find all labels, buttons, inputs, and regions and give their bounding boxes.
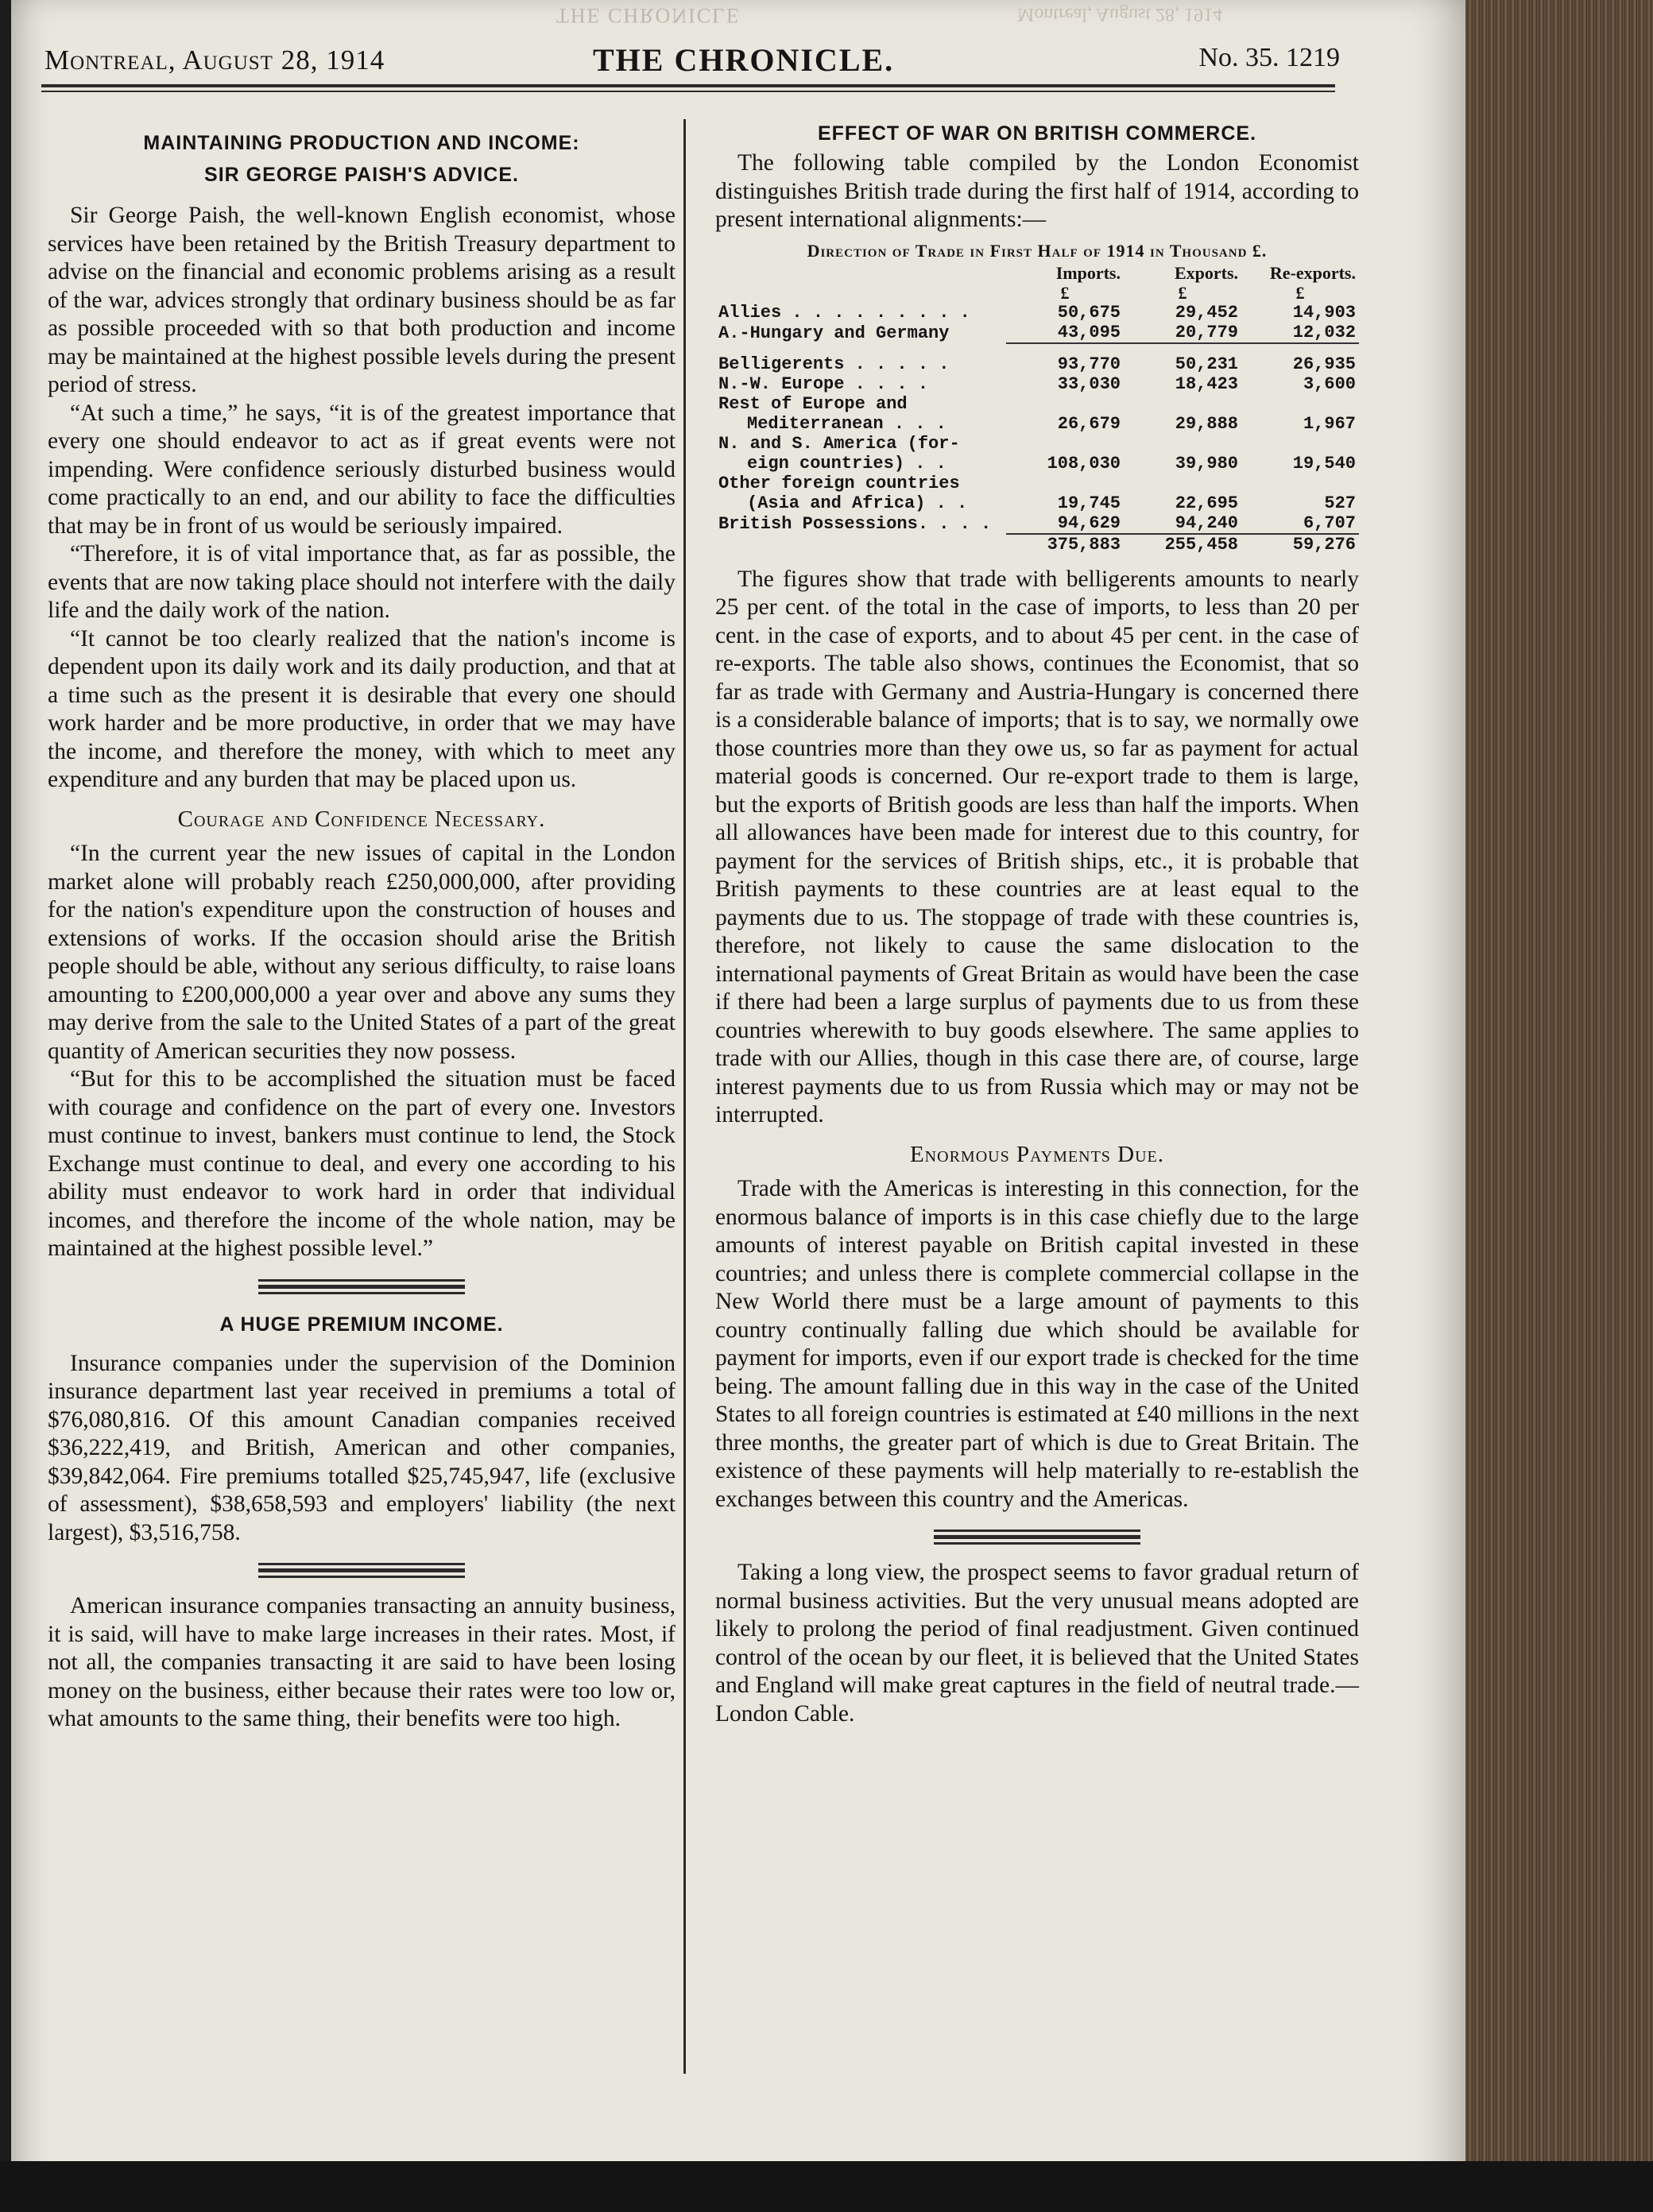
table-row xyxy=(715,454,1359,474)
total-imports: 375,883 xyxy=(1006,534,1124,555)
bleed-through-text-date: Montreal, August 28, 1914 xyxy=(1017,4,1222,25)
row-label: Belligerents . . . . . xyxy=(718,354,950,374)
cell-imports: 50,675 xyxy=(1057,302,1121,323)
table-currency-row xyxy=(715,283,1359,303)
table-row xyxy=(715,434,1359,454)
section-separator xyxy=(258,1279,465,1294)
currency-symbol: £ xyxy=(1178,282,1187,303)
row-label: N.-W. Europe . . . . xyxy=(718,373,929,394)
section-separator xyxy=(258,1563,465,1578)
heading-line-2: SIR GEORGE PAISH'S ADVICE. xyxy=(204,164,519,186)
left-column xyxy=(48,127,676,1734)
column-header-reexports: Re-exports. xyxy=(1269,262,1356,283)
header-title: THE CHRONICLE. xyxy=(593,42,895,78)
paragraph: Insurance companies under the supervision of the Dominion insurance department last year received in premiums a total of $76,080,816. Of this amount Canadian companies received $36,222,419, and British, American and other companies, $39,842,064. Fire premiums totalled $25,745,947, life (exclusive of assessment), $38,658,593 and employers' liability (the next largest), $3,516,758. xyxy=(48,1350,676,1545)
heading-line-1: MAINTAINING PRODUCTION AND INCOME: xyxy=(143,132,580,154)
article-heading-premium: A HUGE PREMIUM INCOME. xyxy=(219,1313,504,1336)
header-page-number: No. 35. 1219 xyxy=(1198,43,1340,72)
row-label: eign countries) . . xyxy=(747,453,947,474)
currency-symbol: £ xyxy=(1060,282,1070,303)
section-separator xyxy=(934,1529,1140,1545)
paragraph: The following table compiled by the London Economist distinguishes British trade during the first half of 1914, according to present international alignments:— xyxy=(715,150,1359,232)
total-exports: 255,458 xyxy=(1124,534,1241,555)
cell-imports: 43,095 xyxy=(1006,323,1124,343)
paragraph: American insurance companies transacting an annuity business, it is said, will have to make large increases in their rates. Most, if not all, the companies transacting it are said to have been losing money on the business, either because their rates were too low or, what amounts to the same thing, their benefits were too high. xyxy=(48,1593,676,1731)
cell-reexports: 19,540 xyxy=(1292,453,1356,474)
row-label: N. and S. America (for- xyxy=(718,433,960,454)
column-header-exports: Exports. xyxy=(1174,262,1238,283)
cell-exports: 22,695 xyxy=(1175,493,1238,513)
cell-imports: 26,679 xyxy=(1057,413,1121,434)
cell-exports: 50,231 xyxy=(1175,354,1238,374)
table-row xyxy=(715,513,1359,534)
cell-imports: 93,770 xyxy=(1057,354,1121,374)
cell-exports: 18,423 xyxy=(1175,373,1238,394)
table-header-row xyxy=(715,263,1359,283)
row-label: (Asia and Africa) . . xyxy=(747,493,968,513)
cell-reexports: 6,707 xyxy=(1303,512,1356,533)
column-header-imports: Imports. xyxy=(1055,262,1121,283)
header-dateline: Montreal, August 28, 1914 xyxy=(45,44,385,75)
scan-bottom-edge xyxy=(0,2161,1653,2212)
row-label: Mediterranean . . . xyxy=(747,413,947,434)
paragraph: “In the current year the new issues of capital in the London market alone will probably reach £250,000,000, after providing for the nation's expenditure upon the construction of houses and extensions of works. If the occasion should arise the British people should be able, without any serious difficulty, to raise loans amounting to £200,000,000 a year over and above any sums they may derive from the sale to the United States of a part of the great quantity of American securities they now possess. xyxy=(48,841,676,1064)
cell-exports: 94,240 xyxy=(1175,512,1238,533)
paragraph: Sir George Paish, the well-known English economist, whose services have been retained by the British Treasury department to advise on the financial and economic problems arising as a result of the war, advices strongly that ordinary business should be as far as possible proceeded with so that both production and income may be maintained at the highest possible levels during the present period of stress. xyxy=(48,203,676,397)
paragraph: Trade with the Americas is interesting in this connection, for the enormous balance of imports is in this case chiefly due to the large amounts of interest payable on British capital invested in these countries; and unless there is complete commercial collapse in the New World there must be a large amount of payments to this country continually falling due which should be available for payment for imports, even if our export trade is checked for the time being. The amount falling due in this way in the case of the United States to all foreign countries is estimated at £40 millions in the next three months, the greater part of which is due to Great Britain. The existence of these payments will help materially to re-establish the exchanges between this country and the Americas. xyxy=(715,1176,1359,1512)
table-row xyxy=(715,474,1359,493)
row-label: Other foreign countries xyxy=(718,473,960,493)
subheading-courage: Courage and Confidence Necessary. xyxy=(177,806,546,832)
paragraph: “But for this to be accomplished the situation must be faced with courage and confidence on the part of every one. Investors must continue to invest, bankers must continue to lend, the Stock Exchange must continue to deal, and every one according to his ability must endeavor to work hard in order that individual incomes, and therefore the income of the whole nation, may be maintained at the highest possible level.” xyxy=(48,1066,676,1261)
table-row xyxy=(715,354,1359,374)
right-column xyxy=(715,118,1359,1728)
cell-reexports: 527 xyxy=(1324,493,1356,513)
bleed-through-text: THE CHRONICLE xyxy=(556,4,741,27)
table-row xyxy=(715,374,1359,394)
column-divider xyxy=(683,119,686,2074)
cell-exports: 39,980 xyxy=(1175,453,1238,474)
table-row xyxy=(715,394,1359,414)
paragraph: “Therefore, it is of vital importance that, as far as possible, the events that are now taking place should not interfere with the daily life and the daily work of the nation. xyxy=(48,541,676,623)
row-label: British Possessions. . . . xyxy=(718,513,992,534)
paragraph: Taking a long view, the prospect seems to favor gradual return of normal business activities. But the very unusual means adopted are likely to prolong the period of final readjustment. Given continued control of the ocean by our fleet, it is believed that the United States and England will make great captures in the field of neutral trade.—London Cable. xyxy=(715,1560,1359,1727)
paragraph: “It cannot be too clearly realized that the nation's income is dependent upon its daily work and its daily production, and that at a time such as the present it is desirable that every one should work harder and be more productive, in order that we may have the income, and therefore the money, with which to meet any expenditure and any burden that may be placed upon us. xyxy=(48,625,676,792)
cell-reexports: 26,935 xyxy=(1292,354,1356,374)
header-rule-thin xyxy=(41,91,1335,92)
currency-symbol: £ xyxy=(1295,282,1305,303)
paragraph: “At such a time,” he says, “it is of the greatest importance that every one should endeavor to act as if great events were not impending. Were confidence seriously disturbed business would come practically to an end, and our ability to face the difficulties that may be in front of us would be seriously impaired. xyxy=(48,400,676,539)
trade-table xyxy=(715,263,1359,555)
table-caption: Direction of Trade in First Half of 1914 in Thousand £. xyxy=(807,240,1268,261)
subheading-payments: Enormous Payments Due. xyxy=(909,1141,1165,1167)
table-row xyxy=(715,323,1359,343)
table-row xyxy=(715,493,1359,513)
paragraph: The figures show that trade with belligerents amounts to nearly 25 per cent. of the total in the case of imports, to less than 20 per cent. in the case of exports, and to about 45 per cent. in the case of re-exports. The table also shows, continues the Economist, that so far as trade with Germany and Austria-Hungary is concerned there is a considerable balance of imports; that is to say, we normally owe those countries more than they owe us, so far as payment for actual material goods is concerned. Our re-export trade to them is large, but the exports of British goods are less than half the imports. When all allowances have been made for interest due to this country, for payment for the services of British ships, etc., it is probable that British payments to these countries are at least equal to the payments due to us. The stoppage of trade with these countries is, therefore, not likely to cause the same dislocation to the international payments of Great Britain as would have been the case if there had been a large surplus of payments due to us from these countries wherewith to buy goods elsewhere. The same applies to trade with our Allies, though in this case there are, of course, large interest payments due to us from Russia which may or may not be interrupted. xyxy=(715,566,1359,1127)
table-row xyxy=(715,303,1359,323)
article-heading-commerce: EFFECT OF WAR ON BRITISH COMMERCE. xyxy=(817,122,1257,145)
table-total-row xyxy=(715,534,1359,555)
cell-imports: 19,745 xyxy=(1057,493,1121,513)
cell-reexports: 12,032 xyxy=(1241,323,1359,343)
table-row xyxy=(715,414,1359,434)
cell-imports: 108,030 xyxy=(1047,453,1121,474)
total-reexports: 59,276 xyxy=(1241,534,1359,555)
cell-exports: 29,452 xyxy=(1175,302,1238,323)
header-rule xyxy=(41,84,1335,87)
article-heading-paish xyxy=(48,127,676,191)
cell-exports: 29,888 xyxy=(1175,413,1238,434)
cell-exports: 20,779 xyxy=(1124,323,1241,343)
book-binding-edge xyxy=(1465,0,1653,2212)
cell-reexports: 1,967 xyxy=(1303,413,1356,434)
row-label: Rest of Europe and xyxy=(718,393,908,414)
row-label: A.-Hungary and Germany xyxy=(718,323,950,343)
cell-reexports: 14,903 xyxy=(1292,302,1356,323)
cell-imports: 33,030 xyxy=(1057,373,1121,394)
cell-imports: 94,629 xyxy=(1057,512,1121,533)
row-label: Allies . . . . . . . . . xyxy=(718,302,970,323)
cell-reexports: 3,600 xyxy=(1303,373,1356,394)
